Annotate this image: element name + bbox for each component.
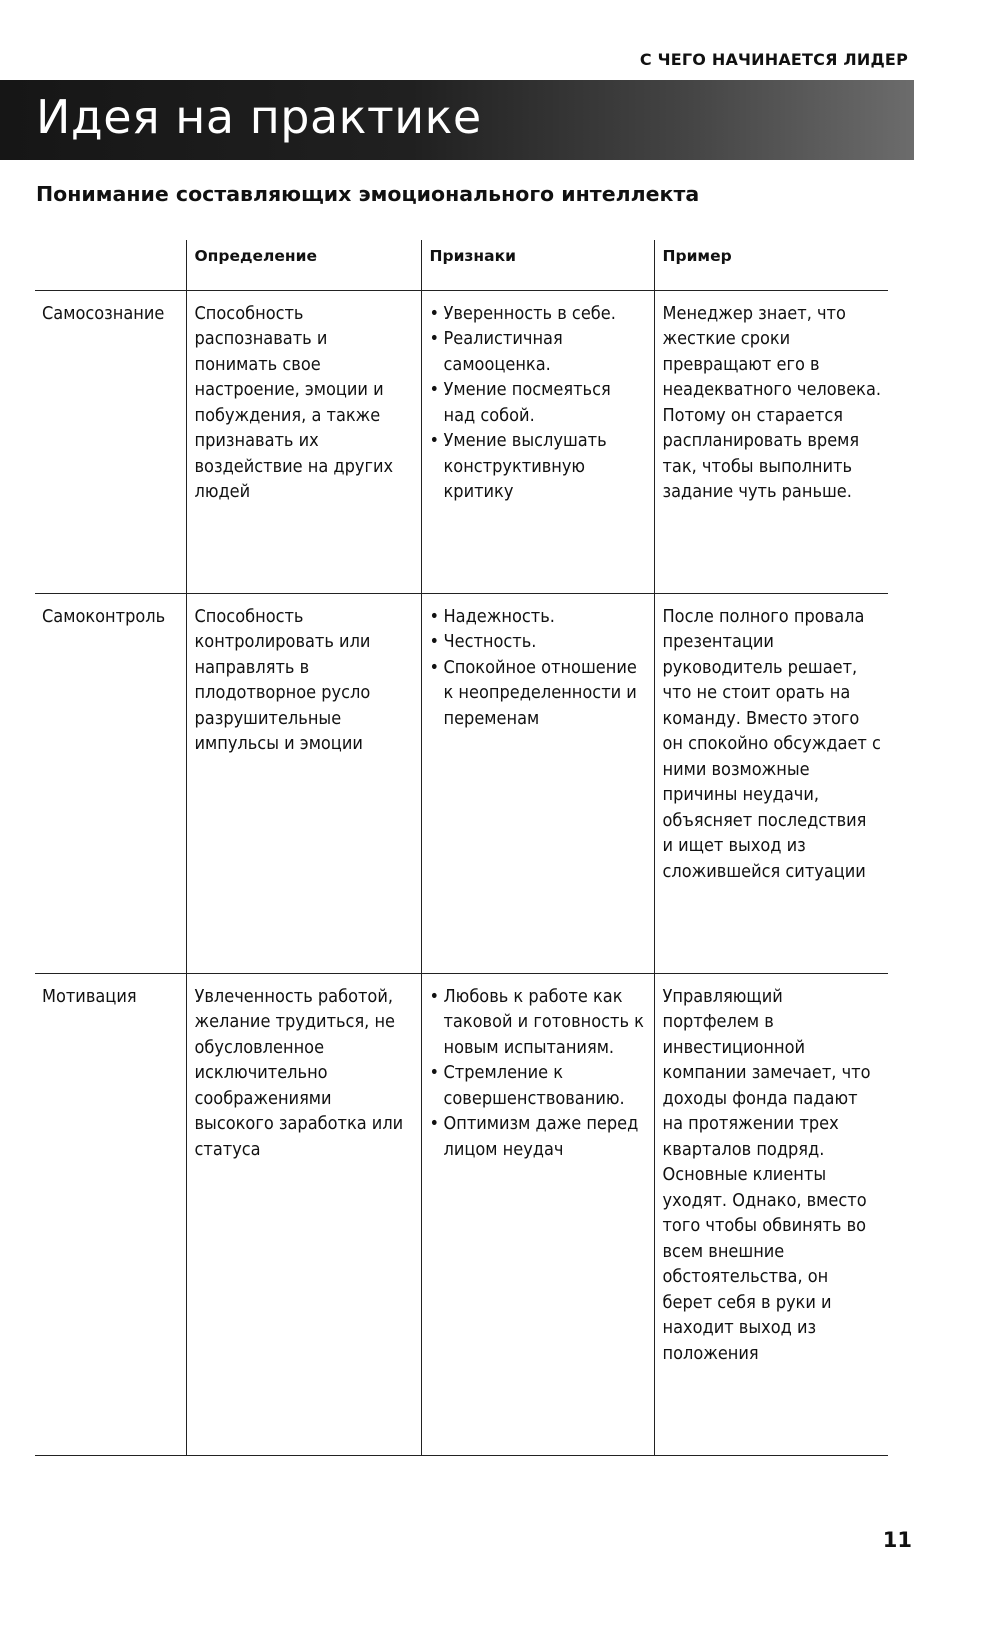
sign-item: • Стремление к совершенствованию.: [430, 1060, 648, 1111]
table-row: [35, 290, 888, 593]
row-name: Самоконтроль: [35, 593, 186, 973]
sign-item: • Честность.: [430, 629, 648, 655]
row-name: Самосознание: [35, 290, 186, 593]
example-cell: После полного провала презентации руководитель решает, что не стоит орать на команду. Вместо этого он спокойно обсуждает с ними возможные причины неудачи, объясняет последствия и ищет выход из сложившейся ситуации: [654, 593, 888, 973]
signs-list: [430, 301, 648, 505]
signs-cell: [421, 593, 654, 973]
signs-cell: [421, 973, 654, 1455]
running-head: С ЧЕГО НАЧИНАЕТСЯ ЛИДЕР: [639, 50, 908, 69]
sign-item: • Уверенность в себе.: [430, 301, 648, 327]
header-definition: Определение: [186, 240, 421, 290]
row-name: Мотивация: [35, 973, 186, 1455]
sign-item: • Спокойное отношение к неопределенности и переменам: [430, 655, 648, 732]
example-cell: Управляющий портфелем в инвестиционной компании замечает, что доходы фонда падают на протяжении трех кварталов подряд. Основные клиенты уходят. Однако, вместо того чтобы обвинять во всем внешние обстоятельства, он берет себя в руки и находит выход из положения: [654, 973, 888, 1455]
sign-item: • Умение посмеяться над собой.: [430, 377, 648, 428]
sign-item: • Надежность.: [430, 604, 648, 630]
sign-item: • Любовь к работе как таковой и готовность к новым испытаниям.: [430, 984, 648, 1061]
table-row: [35, 593, 888, 973]
definition-cell: Способность распознавать и понимать свое настроение, эмоции и побуждения, а также признавать их воздействие на других людей: [186, 290, 421, 593]
sign-item: • Умение выслушать конструктивную критику: [430, 428, 648, 505]
definition-cell: Способность контролировать или направлять в плодотворное русло разрушительные импульсы и эмоции: [186, 593, 421, 973]
signs-cell: [421, 290, 654, 593]
section-banner: [0, 80, 914, 160]
table-row: [35, 973, 888, 1455]
banner-title: Идея на практике: [36, 90, 482, 144]
definition-cell: Увлеченность работой, желание трудиться, не обусловленное исключительно соображениями высокого заработка или статуса: [186, 973, 421, 1455]
table-header-row: [35, 240, 888, 290]
sign-item: • Реалистичная самооценка.: [430, 326, 648, 377]
header-signs: Признаки: [421, 240, 654, 290]
header-example: Пример: [654, 240, 888, 290]
example-cell: Менеджер знает, что жесткие сроки превращают его в неадекватного человека. Потому он старается распланировать время так, чтобы выполнить задание чуть раньше.: [654, 290, 888, 593]
page-number: 11: [882, 1528, 912, 1552]
table-caption: Понимание составляющих эмоционального интеллекта: [36, 182, 700, 206]
signs-list: [430, 604, 648, 732]
signs-list: [430, 984, 648, 1163]
emotional-intelligence-table: [35, 240, 888, 1456]
sign-item: • Оптимизм даже перед лицом неудач: [430, 1111, 648, 1162]
header-empty: [35, 240, 186, 290]
